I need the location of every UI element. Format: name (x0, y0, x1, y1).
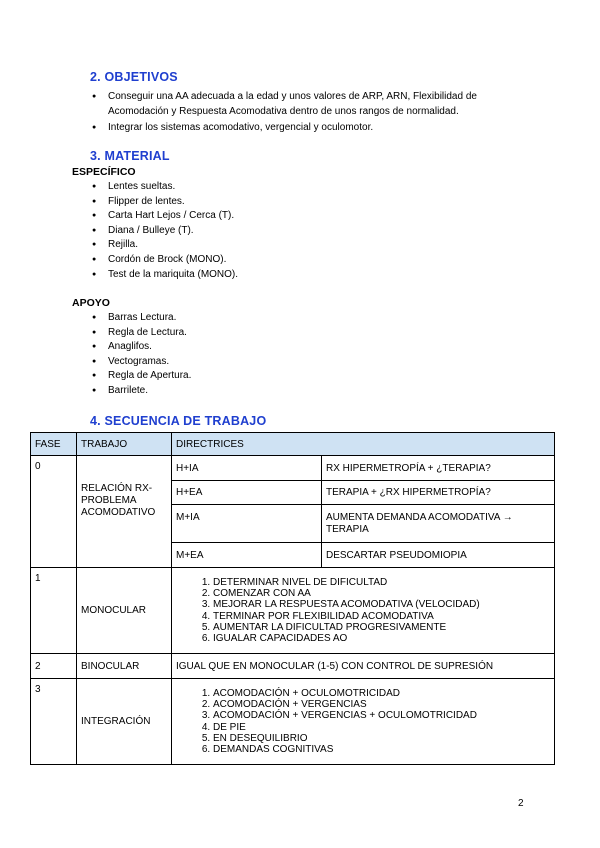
trabajo-cell: MONOCULAR (77, 568, 172, 654)
fase-cell: 2 (31, 654, 77, 679)
description-cell: AUMENTA DEMANDA ACOMODATIVA → TERAPIA (322, 505, 555, 543)
list-item: ● Regla de Lectura. (92, 326, 191, 341)
condition-cell: M+EA (172, 543, 322, 568)
list-item: ● Conseguir una AA adecuada a la edad y unos valores de ARP, ARN, Flexibilidad de Acomodación y Respuesta Acomodativa dentro de unos rangos de normalidad. (92, 90, 532, 119)
list-item: 2. COMENZAR CON AA (213, 588, 550, 599)
list-item: ● Diana / Bulleye (T). (92, 224, 238, 239)
table-header-row (31, 433, 555, 456)
list-item: 5. EN DESEQUILIBRIO (213, 733, 550, 744)
header-directrices: DIRECTRICES (172, 433, 555, 456)
list-item: ● Rejilla. (92, 238, 238, 253)
list-item: 5. AUMENTAR LA DIFICULTAD PROGRESIVAMENTE (213, 622, 550, 633)
list-item: 4. DE PIE (213, 722, 550, 733)
description-cell: RX HIPERMETROPÍA + ¿TERAPIA? (322, 456, 555, 481)
list-item: 1. ACOMODACIÓN + OCULOMOTRICIDAD (213, 688, 550, 699)
list-item: 6. DEMANDAS COGNITIVAS (213, 744, 550, 755)
table-row (31, 456, 555, 481)
list-item: 1. DETERMINAR NIVEL DE DIFICULTAD (213, 577, 550, 588)
description-cell: TERAPIA + ¿RX HIPERMETROPÍA? (322, 481, 555, 505)
list-item: ● Barras Lectura. (92, 311, 191, 326)
list-item: ● Flipper de lentes. (92, 195, 238, 210)
fase-cell: 0 (31, 456, 77, 568)
list-item: 4. TERMINAR POR FLEXIBILIDAD ACOMODATIVA (213, 611, 550, 622)
list-item: ● Carta Hart Lejos / Cerca (T). (92, 209, 238, 224)
trabajo-cell: BINOCULAR (77, 654, 172, 679)
condition-cell: H+EA (172, 481, 322, 505)
list-item: 3. ACOMODACIÓN + VERGENCIAS + OCULOMOTRICIDAD (213, 710, 550, 721)
list-item: ● Barrilete. (92, 384, 191, 399)
directrices-cell (172, 679, 555, 765)
list-item: ● Regla de Apertura. (92, 369, 191, 384)
list-item: 3. MEJORAR LA RESPUESTA ACOMODATIVA (VELOCIDAD) (213, 599, 550, 610)
directrices-cell (172, 568, 555, 654)
secuencia-heading: 4. SECUENCIA DE TRABAJO (90, 414, 267, 428)
trabajo-cell: RELACIÓN RX-PROBLEMA ACOMODATIVO (77, 456, 172, 568)
list-item: 6. IGUALAR CAPACIDADES AO (213, 633, 550, 644)
table-row (31, 679, 555, 765)
secuencia-table (30, 432, 555, 765)
apoyo-label: APOYO (72, 297, 110, 309)
objetivos-heading: 2. OBJETIVOS (90, 70, 178, 84)
especifico-label: ESPECÍFICO (72, 166, 136, 178)
page-number: 2 (518, 798, 524, 809)
list-item: ● Anaglifos. (92, 340, 191, 355)
list-item: ● Test de la mariquita (MONO). (92, 268, 238, 283)
list-item: 2. ACOMODACIÓN + VERGENCIAS (213, 699, 550, 710)
objetivos-list (92, 90, 532, 138)
fase-cell: 3 (31, 679, 77, 765)
list-item: ● Integrar los sistemas acomodativo, vergencial y oculomotor. (92, 121, 532, 136)
especifico-list (92, 180, 238, 282)
header-trabajo: TRABAJO (77, 433, 172, 456)
table-row (31, 654, 555, 679)
apoyo-list (92, 311, 191, 399)
fase-cell: 1 (31, 568, 77, 654)
list-item: ● Lentes sueltas. (92, 180, 238, 195)
header-fase: FASE (31, 433, 77, 456)
material-heading: 3. MATERIAL (90, 149, 170, 163)
directrices-cell: IGUAL QUE EN MONOCULAR (1-5) CON CONTROL DE SUPRESIÓN (172, 654, 555, 679)
condition-cell: H+IA (172, 456, 322, 481)
condition-cell: M+IA (172, 505, 322, 543)
list-item: ● Vectogramas. (92, 355, 191, 370)
description-cell: DESCARTAR PSEUDOMIOPIA (322, 543, 555, 568)
table-row (31, 568, 555, 654)
monocular-steps (176, 577, 550, 645)
integracion-steps (176, 688, 550, 756)
list-item: ● Cordón de Brock (MONO). (92, 253, 238, 268)
trabajo-cell: INTEGRACIÓN (77, 679, 172, 765)
